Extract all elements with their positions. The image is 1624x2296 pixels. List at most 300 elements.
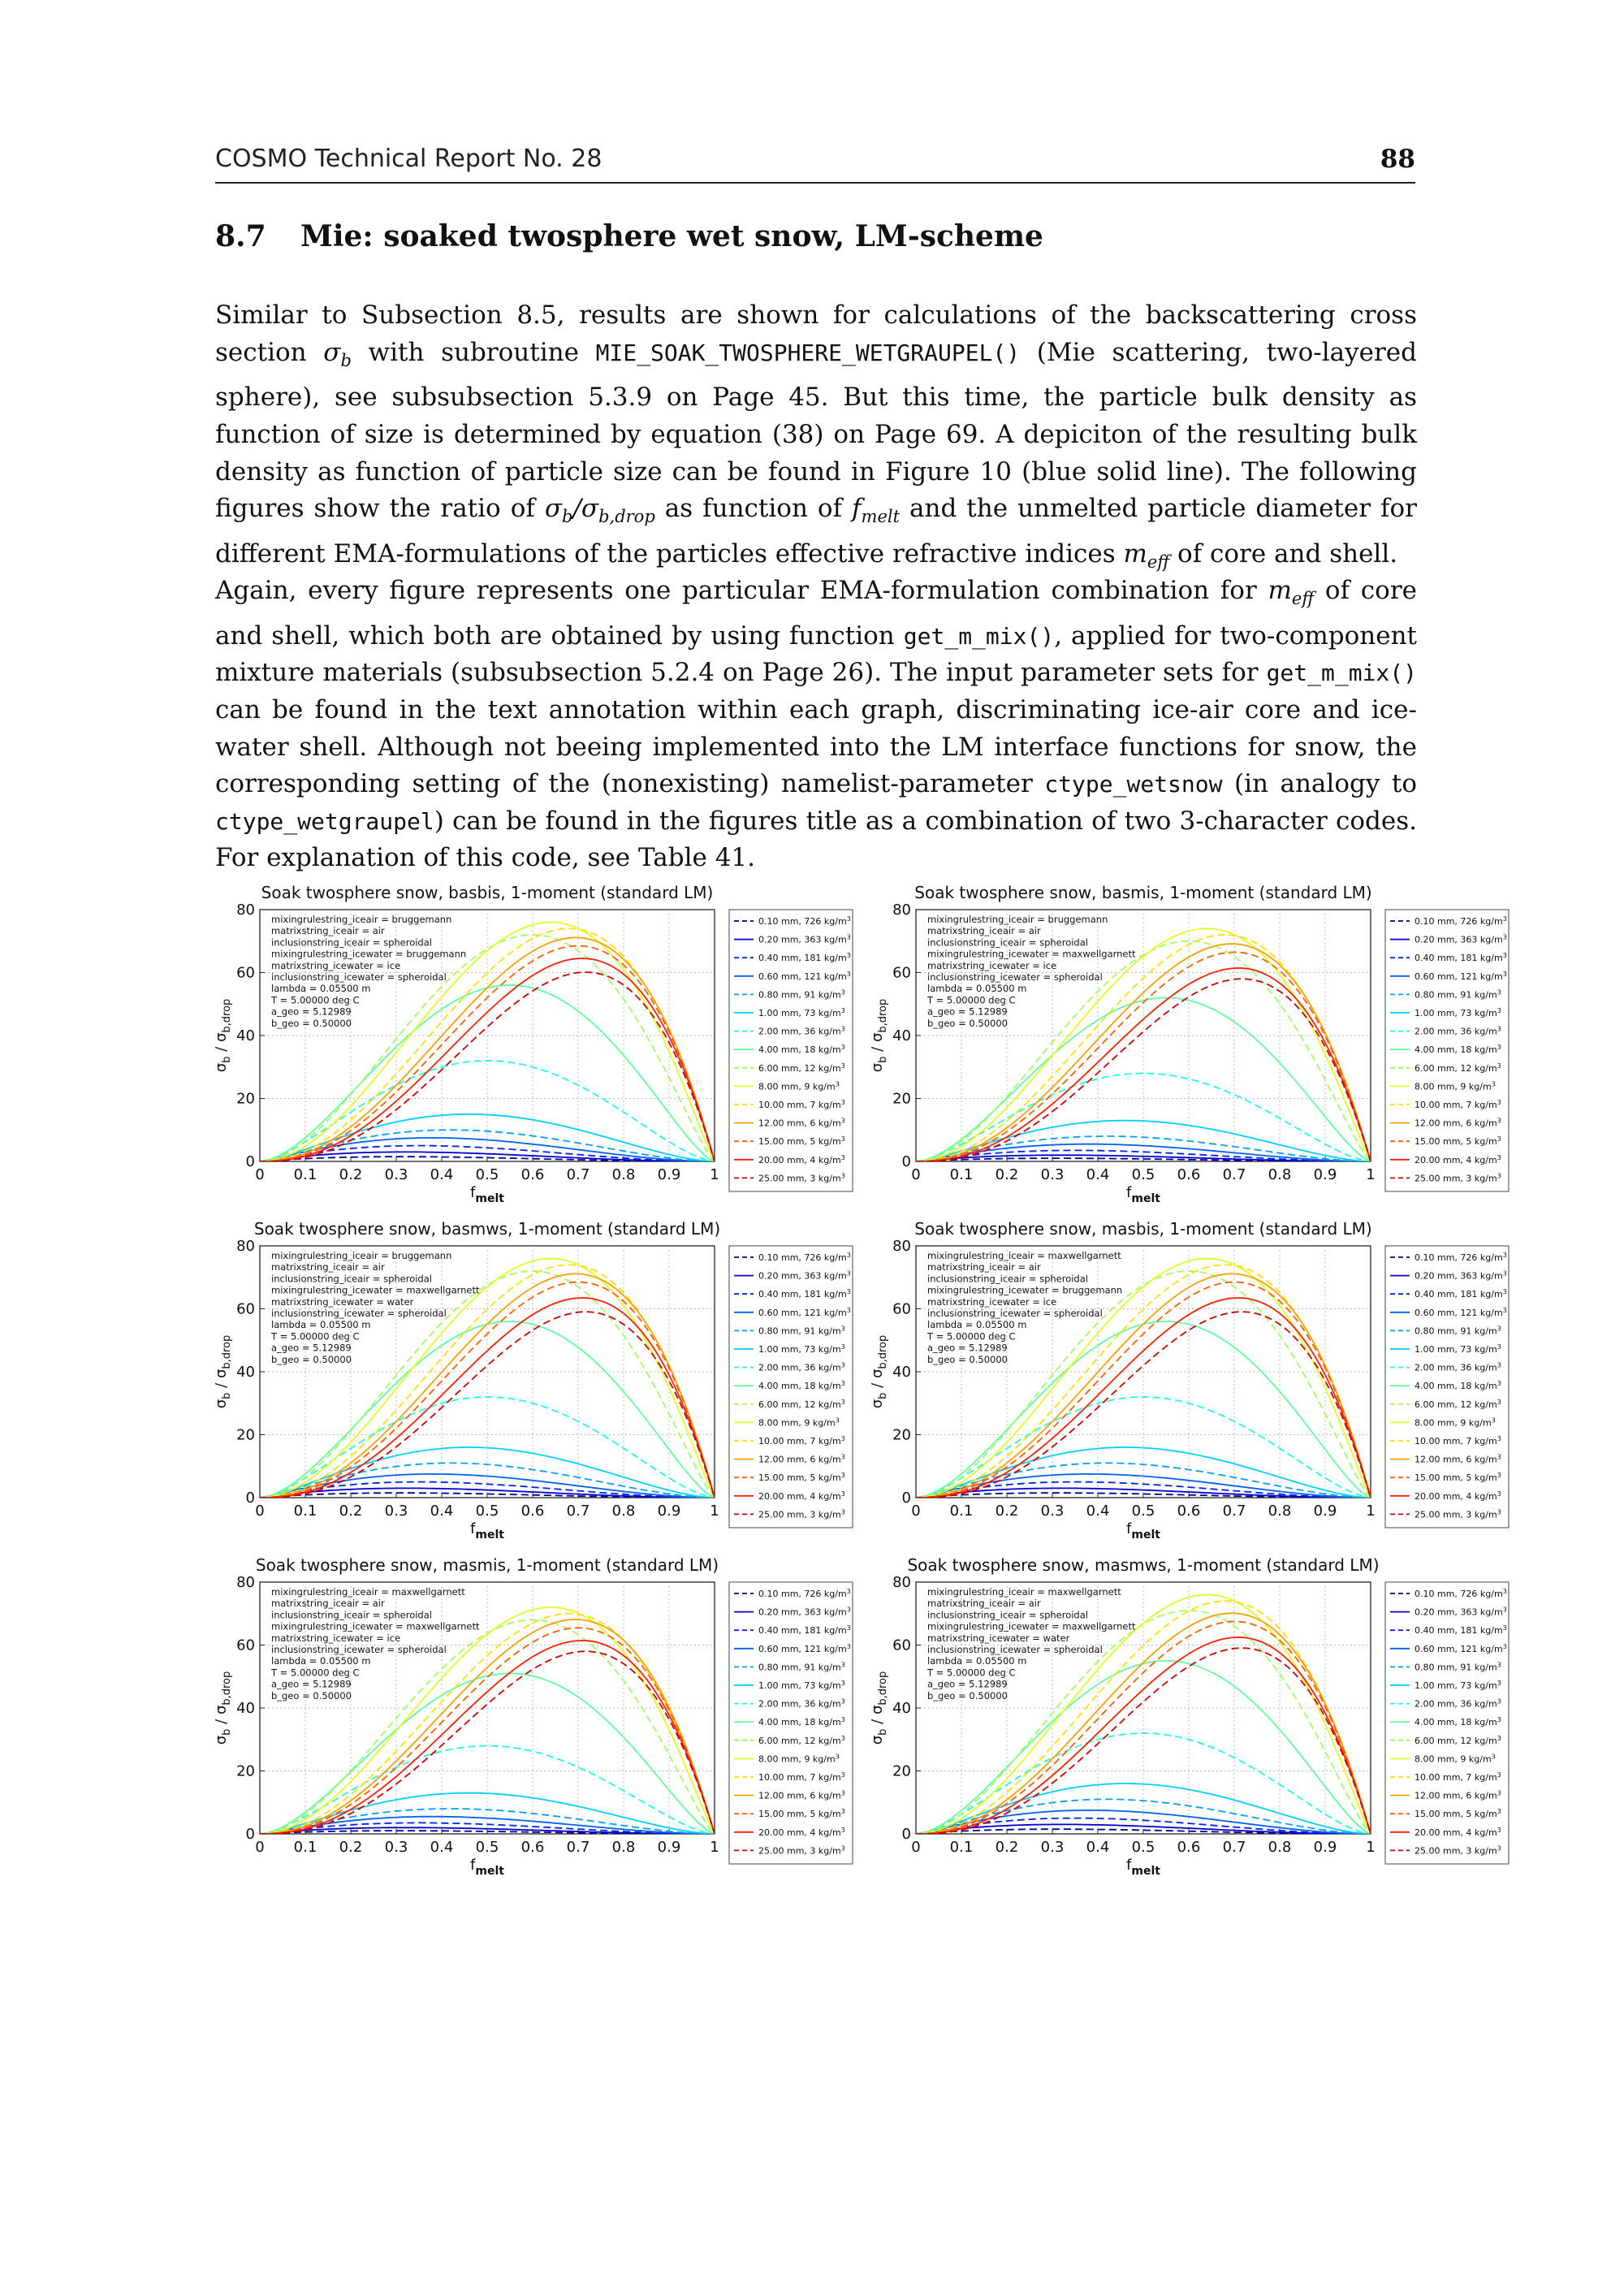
section-title-text: Mie: soaked twosphere wet snow, LM-scheme bbox=[300, 219, 1043, 253]
x-tick-label: 0.2 bbox=[995, 1166, 1019, 1183]
legend-label: 0.40 mm, 181 $kg/m^3$ bbox=[1415, 952, 1507, 964]
annotation-line: matrixstring_icewater = ice bbox=[927, 1295, 1057, 1308]
annotation-line: mixingrulestring_icewater = maxwellgarnett bbox=[271, 1284, 480, 1296]
x-tick-label: 0 bbox=[255, 1503, 265, 1520]
legend-label: 6.00 mm, 12 $kg/m^3$ bbox=[1415, 1398, 1501, 1410]
annotation-line: b_geo = 0.50000 bbox=[271, 1689, 352, 1701]
legend-label: 0.80 mm, 91 $kg/m^3$ bbox=[758, 988, 845, 1001]
chart-panel bbox=[869, 883, 1509, 1205]
y-tick-label: 20 bbox=[892, 1090, 911, 1108]
annotation-line: inclusionstring_icewater = spheroidal bbox=[927, 1644, 1103, 1655]
x-tick-label: 0.3 bbox=[384, 1166, 408, 1183]
x-tick-label: 0.2 bbox=[339, 1166, 363, 1183]
legend-label: 6.00 mm, 12 $kg/m^3$ bbox=[758, 1398, 845, 1410]
legend-label: 20.00 mm, 4 $kg/m^3$ bbox=[758, 1153, 845, 1165]
annotation-line: inclusionstring_iceair = spheroidal bbox=[271, 936, 432, 949]
chart-panel bbox=[213, 1219, 853, 1541]
legend-label: 20.00 mm, 4 $kg/m^3$ bbox=[1415, 1153, 1501, 1165]
x-tick-label: 0.7 bbox=[1222, 1839, 1246, 1856]
legend-label: 0.40 mm, 181 $kg/m^3$ bbox=[758, 1288, 851, 1300]
chart-title: Soak twosphere snow, basmis, 1-moment (standard LM) bbox=[914, 883, 1372, 902]
annotation-line: matrixstring_icewater = ice bbox=[927, 959, 1057, 971]
annotation-line: mixingrulestring_iceair = maxwellgarnett bbox=[927, 1586, 1121, 1598]
legend-label: 0.80 mm, 91 $kg/m^3$ bbox=[758, 1661, 845, 1673]
y-tick-label: 20 bbox=[236, 1762, 255, 1780]
x-tick-label: 0.9 bbox=[657, 1503, 681, 1520]
chart-title: Soak twosphere snow, masmws, 1-moment (standard LM) bbox=[907, 1555, 1380, 1575]
legend-label: 15.00 mm, 5 $kg/m^3$ bbox=[758, 1135, 845, 1148]
annotation-line: lambda = 0.05500 m bbox=[927, 983, 1027, 995]
x-tick-label: 0.5 bbox=[1131, 1503, 1155, 1520]
text-run: (Mie scattering, two-layered sphere), see subsubsection 5.3.9 on Page 45. But this time, the particle bulk density as function of size is determined by equation (38) on Page 69. A depiciton of the resulting bulk density as function of particle size can be found in Figure 10 (blue solid line). The following figures show the ratio of bbox=[215, 337, 1417, 524]
chart-title: Soak twosphere snow, basmws, 1-moment (standard LM) bbox=[253, 1219, 721, 1239]
legend-label: 2.00 mm, 36 $kg/m^3$ bbox=[1415, 1025, 1501, 1037]
legend-label: 1.00 mm, 73 $kg/m^3$ bbox=[758, 1343, 845, 1355]
legend-label: 10.00 mm, 7 $kg/m^3$ bbox=[1415, 1099, 1501, 1110]
legend-label: 0.80 mm, 91 $kg/m^3$ bbox=[1415, 988, 1501, 1001]
legend-label: 15.00 mm, 5 $kg/m^3$ bbox=[1415, 1808, 1501, 1820]
legend-label: 2.00 mm, 36 $kg/m^3$ bbox=[1415, 1361, 1501, 1373]
legend-label: 8.00 mm, 9 $kg/m^3$ bbox=[1415, 1416, 1496, 1429]
x-tick-label: 0.7 bbox=[566, 1503, 590, 1520]
legend-label: 10.00 mm, 7 $kg/m^3$ bbox=[758, 1435, 845, 1446]
y-tick-label: 0 bbox=[901, 1490, 911, 1507]
text-run: as function of bbox=[654, 494, 853, 524]
text-run: (in analogy to bbox=[1222, 769, 1417, 799]
math-fmelt: $f_{melt}$ bbox=[852, 494, 901, 527]
chart-panel bbox=[869, 1555, 1509, 1878]
legend-label: 0.60 mm, 121 $kg/m^3$ bbox=[1415, 1306, 1507, 1318]
x-axis-label: $f_{melt}$ bbox=[470, 1520, 504, 1541]
x-tick-label: 0.5 bbox=[475, 1839, 499, 1856]
x-tick-label: 0.7 bbox=[566, 1839, 590, 1856]
section-number: 8.7 bbox=[215, 219, 266, 253]
report-title: COSMO Technical Report No. 28 bbox=[215, 145, 603, 173]
paragraph-2 bbox=[215, 573, 1417, 877]
x-tick-label: 0.1 bbox=[949, 1503, 974, 1520]
x-axis-label: $f_{melt}$ bbox=[470, 1184, 504, 1205]
legend-label: 0.10 mm, 726 $kg/m^3$ bbox=[758, 1252, 851, 1263]
annotation-line: lambda = 0.05500 m bbox=[271, 1655, 371, 1667]
legend-label: 1.00 mm, 73 $kg/m^3$ bbox=[1415, 1007, 1501, 1018]
figure-grid bbox=[203, 879, 1535, 1918]
x-tick-label: 0.8 bbox=[1268, 1839, 1292, 1856]
annotation-line: T = 5.00000 deg C bbox=[271, 994, 360, 1006]
math-meff: $m_{eff}$ bbox=[1268, 576, 1315, 609]
text-run: of core and shell. bbox=[1169, 538, 1398, 569]
legend-label: 15.00 mm, 5 $kg/m^3$ bbox=[1415, 1135, 1501, 1148]
legend-label: 1.00 mm, 73 $kg/m^3$ bbox=[1415, 1343, 1501, 1355]
x-tick-label: 0.5 bbox=[475, 1166, 499, 1183]
legend-label: 0.10 mm, 726 $kg/m^3$ bbox=[1415, 1588, 1507, 1599]
legend-label: 4.00 mm, 18 $kg/m^3$ bbox=[758, 1716, 845, 1728]
annotation-line: lambda = 0.05500 m bbox=[271, 1319, 371, 1331]
annotation-line: T = 5.00000 deg C bbox=[927, 994, 1016, 1006]
legend-label: 1.00 mm, 73 $kg/m^3$ bbox=[758, 1007, 845, 1018]
annotation-line: matrixstring_iceair = air bbox=[927, 1261, 1041, 1273]
legend-label: 0.20 mm, 363 $kg/m^3$ bbox=[1415, 1606, 1507, 1618]
y-tick-label: 40 bbox=[892, 1027, 911, 1044]
legend-label: 6.00 mm, 12 $kg/m^3$ bbox=[1415, 1734, 1501, 1746]
legend-label: 6.00 mm, 12 $kg/m^3$ bbox=[1415, 1062, 1501, 1074]
legend-label: 0.20 mm, 363 $kg/m^3$ bbox=[758, 933, 851, 945]
namelist-parameter: ctype_wetsnow bbox=[1044, 771, 1223, 798]
x-tick-label: 0.9 bbox=[657, 1166, 681, 1183]
legend-label: 20.00 mm, 4 $kg/m^3$ bbox=[1415, 1490, 1501, 1502]
y-tick-label: 0 bbox=[245, 1490, 255, 1507]
annotation-line: lambda = 0.05500 m bbox=[927, 1655, 1027, 1667]
legend-label: 1.00 mm, 73 $kg/m^3$ bbox=[1415, 1680, 1501, 1691]
x-axis-label: $f_{melt}$ bbox=[1126, 1184, 1160, 1205]
annotation-line: matrixstring_iceair = air bbox=[271, 1598, 385, 1610]
annotation-line: inclusionstring_icewater = spheroidal bbox=[271, 1308, 447, 1319]
x-tick-label: 0.2 bbox=[339, 1503, 363, 1520]
annotation-line: mixingrulestring_icewater = bruggemann bbox=[271, 948, 467, 960]
x-axis-label: $f_{melt}$ bbox=[470, 1857, 504, 1878]
y-tick-label: 0 bbox=[901, 1826, 911, 1843]
y-tick-label: 20 bbox=[236, 1090, 255, 1108]
legend-label: 8.00 mm, 9 $kg/m^3$ bbox=[758, 1080, 840, 1092]
legend-label: 0.80 mm, 91 $kg/m^3$ bbox=[1415, 1325, 1501, 1337]
section-heading bbox=[215, 219, 1043, 253]
x-tick-label: 0.8 bbox=[611, 1503, 636, 1520]
legend-label: 2.00 mm, 36 $kg/m^3$ bbox=[758, 1025, 845, 1037]
y-tick-label: 40 bbox=[892, 1700, 911, 1717]
x-tick-label: 0.9 bbox=[1313, 1839, 1337, 1856]
annotation-line: b_geo = 0.50000 bbox=[271, 1017, 352, 1029]
legend-label: 8.00 mm, 9 $kg/m^3$ bbox=[1415, 1080, 1496, 1092]
annotation-line: a_geo = 5.12989 bbox=[271, 1678, 352, 1690]
annotation-line: b_geo = 0.50000 bbox=[271, 1353, 352, 1365]
x-tick-label: 0.4 bbox=[430, 1839, 454, 1856]
annotation-line: matrixstring_icewater = ice bbox=[271, 1632, 401, 1644]
x-tick-label: 0.3 bbox=[1040, 1166, 1065, 1183]
legend-label: 0.40 mm, 181 $kg/m^3$ bbox=[1415, 1624, 1507, 1637]
annotation-line: T = 5.00000 deg C bbox=[927, 1330, 1016, 1343]
x-tick-label: 1 bbox=[710, 1166, 719, 1183]
legend-label: 0.10 mm, 726 $kg/m^3$ bbox=[758, 1588, 851, 1599]
legend-label: 20.00 mm, 4 $kg/m^3$ bbox=[758, 1490, 845, 1502]
legend-label: 10.00 mm, 7 $kg/m^3$ bbox=[758, 1099, 845, 1110]
annotation-line: T = 5.00000 deg C bbox=[271, 1330, 360, 1343]
y-tick-label: 60 bbox=[892, 1300, 911, 1318]
x-tick-label: 0.5 bbox=[475, 1503, 499, 1520]
x-tick-label: 0.4 bbox=[430, 1166, 454, 1183]
y-axis-label: $\sigma_b / \sigma_{b,drop}$ bbox=[213, 1334, 233, 1409]
annotation-line: matrixstring_iceair = air bbox=[927, 1598, 1041, 1610]
legend-label: 12.00 mm, 6 $kg/m^3$ bbox=[758, 1453, 845, 1465]
page-number: 88 bbox=[1380, 145, 1415, 174]
legend-label: 25.00 mm, 3 $kg/m^3$ bbox=[758, 1508, 845, 1520]
annotation-line: T = 5.00000 deg C bbox=[271, 1667, 360, 1679]
y-tick-label: 40 bbox=[236, 1364, 255, 1381]
x-tick-label: 1 bbox=[710, 1839, 719, 1856]
x-tick-label: 0.4 bbox=[1086, 1503, 1110, 1520]
annotation-line: matrixstring_iceair = air bbox=[271, 925, 385, 937]
legend-label: 4.00 mm, 18 $kg/m^3$ bbox=[758, 1380, 845, 1392]
x-tick-label: 0.6 bbox=[1177, 1503, 1201, 1520]
x-tick-label: 0.5 bbox=[1131, 1166, 1155, 1183]
running-header bbox=[215, 145, 1415, 184]
chart-title: Soak twosphere snow, masbis, 1-moment (standard LM) bbox=[914, 1219, 1372, 1239]
annotation-line: a_geo = 5.12989 bbox=[927, 1342, 1008, 1354]
legend-label: 0.40 mm, 181 $kg/m^3$ bbox=[758, 952, 851, 964]
legend-label: 15.00 mm, 5 $kg/m^3$ bbox=[758, 1808, 845, 1820]
x-tick-label: 0.8 bbox=[611, 1839, 636, 1856]
annotation-line: matrixstring_iceair = air bbox=[271, 1261, 385, 1273]
legend-label: 0.20 mm, 363 $kg/m^3$ bbox=[758, 1606, 851, 1618]
x-tick-label: 0.3 bbox=[1040, 1503, 1065, 1520]
annotation-line: mixingrulestring_icewater = maxwellgarnett bbox=[927, 1620, 1136, 1632]
y-tick-label: 0 bbox=[901, 1153, 911, 1170]
y-tick-label: 80 bbox=[892, 1238, 911, 1255]
x-axis-label: $f_{melt}$ bbox=[1126, 1520, 1160, 1541]
x-tick-label: 0.6 bbox=[520, 1839, 545, 1856]
text-run: of core and shell, which both are obtained by using function bbox=[215, 576, 1417, 651]
y-tick-label: 80 bbox=[236, 902, 255, 919]
legend-label: 4.00 mm, 18 $kg/m^3$ bbox=[1415, 1380, 1501, 1392]
legend-label: 20.00 mm, 4 $kg/m^3$ bbox=[758, 1826, 845, 1838]
legend-label: 12.00 mm, 6 $kg/m^3$ bbox=[758, 1789, 845, 1801]
y-tick-label: 60 bbox=[236, 1637, 255, 1654]
legend-label: 0.20 mm, 363 $kg/m^3$ bbox=[1415, 933, 1507, 945]
legend-label: 2.00 mm, 36 $kg/m^3$ bbox=[1415, 1697, 1501, 1710]
legend-label: 0.80 mm, 91 $kg/m^3$ bbox=[1415, 1661, 1501, 1673]
x-tick-label: 0.8 bbox=[1268, 1166, 1292, 1183]
x-tick-label: 0.4 bbox=[1086, 1166, 1110, 1183]
x-tick-label: 0.5 bbox=[1131, 1839, 1155, 1856]
x-tick-label: 0.1 bbox=[949, 1166, 974, 1183]
y-tick-label: 0 bbox=[245, 1826, 255, 1843]
legend-label: 25.00 mm, 3 $kg/m^3$ bbox=[1415, 1844, 1501, 1857]
legend-label: 25.00 mm, 3 $kg/m^3$ bbox=[1415, 1508, 1501, 1520]
x-tick-label: 0.8 bbox=[611, 1166, 636, 1183]
legend-label: 0.10 mm, 726 $kg/m^3$ bbox=[1415, 915, 1507, 927]
y-tick-label: 80 bbox=[892, 1574, 911, 1591]
legend-label: 12.00 mm, 6 $kg/m^3$ bbox=[1415, 1453, 1501, 1465]
legend-label: 8.00 mm, 9 $kg/m^3$ bbox=[758, 1416, 840, 1429]
annotation-line: b_geo = 0.50000 bbox=[927, 1353, 1008, 1365]
annotation-line: matrixstring_icewater = water bbox=[927, 1632, 1070, 1644]
annotation-line: b_geo = 0.50000 bbox=[927, 1017, 1008, 1029]
legend-label: 25.00 mm, 3 $kg/m^3$ bbox=[1415, 1172, 1501, 1184]
x-tick-label: 0.7 bbox=[1222, 1503, 1246, 1520]
y-tick-label: 60 bbox=[236, 964, 255, 982]
annotation-line: mixingrulestring_iceair = bruggemann bbox=[927, 914, 1108, 925]
legend-label: 0.60 mm, 121 $kg/m^3$ bbox=[758, 970, 851, 982]
legend-label: 0.60 mm, 121 $kg/m^3$ bbox=[758, 1306, 851, 1318]
annotation-line: matrixstring_icewater = ice bbox=[271, 959, 401, 971]
text-run: Similar to Subsection 8.5, results are shown for calculations of the backscattering cross section bbox=[215, 301, 1417, 367]
legend-label: 4.00 mm, 18 $kg/m^3$ bbox=[1415, 1044, 1501, 1056]
chart-panel bbox=[213, 883, 853, 1205]
legend-label: 0.40 mm, 181 $kg/m^3$ bbox=[1415, 1288, 1507, 1300]
legend-label: 0.10 mm, 726 $kg/m^3$ bbox=[758, 915, 851, 927]
x-tick-label: 0 bbox=[255, 1166, 265, 1183]
y-axis-label: $\sigma_b / \sigma_{b,drop}$ bbox=[213, 1671, 233, 1745]
y-tick-label: 60 bbox=[236, 1300, 255, 1318]
legend-label: 15.00 mm, 5 $kg/m^3$ bbox=[1415, 1472, 1501, 1484]
x-tick-label: 0.7 bbox=[566, 1166, 590, 1183]
annotation-line: inclusionstring_icewater = spheroidal bbox=[271, 971, 447, 983]
x-tick-label: 0.1 bbox=[293, 1503, 317, 1520]
legend-label: 0.10 mm, 726 $kg/m^3$ bbox=[1415, 1252, 1507, 1263]
annotation-line: mixingrulestring_iceair = bruggemann bbox=[271, 1250, 452, 1261]
chart-title: Soak twosphere snow, basbis, 1-moment (standard LM) bbox=[261, 883, 714, 902]
annotation-line: inclusionstring_iceair = spheroidal bbox=[927, 936, 1088, 949]
legend-label: 12.00 mm, 6 $kg/m^3$ bbox=[758, 1117, 845, 1129]
legend-label: 0.20 mm, 363 $kg/m^3$ bbox=[1415, 1269, 1507, 1282]
x-tick-label: 1 bbox=[1366, 1166, 1376, 1183]
x-tick-label: 0.6 bbox=[520, 1503, 545, 1520]
text-run: and the unmelted particle diameter for different EMA-formulations of the particles effective refractive indices bbox=[215, 494, 1417, 569]
legend-label: 4.00 mm, 18 $kg/m^3$ bbox=[1415, 1716, 1501, 1728]
x-tick-label: 0 bbox=[255, 1839, 265, 1856]
legend-label: 0.60 mm, 121 $kg/m^3$ bbox=[1415, 970, 1507, 982]
legend-label: 8.00 mm, 9 $kg/m^3$ bbox=[1415, 1753, 1496, 1765]
x-tick-label: 0.9 bbox=[1313, 1166, 1337, 1183]
legend-label: 0.80 mm, 91 $kg/m^3$ bbox=[758, 1325, 845, 1337]
x-tick-label: 0 bbox=[911, 1503, 921, 1520]
x-tick-label: 1 bbox=[710, 1503, 719, 1520]
annotation-line: mixingrulestring_iceair = maxwellgarnett bbox=[271, 1586, 465, 1598]
x-tick-label: 0 bbox=[911, 1839, 921, 1856]
legend-label: 8.00 mm, 9 $kg/m^3$ bbox=[758, 1753, 840, 1765]
namelist-parameter: ctype_wetgraupel bbox=[215, 807, 434, 835]
math-sigma-b: $\sigma_b$ bbox=[323, 337, 352, 370]
text-run: Again, every figure represents one particular EMA-formulation combination for bbox=[215, 576, 1268, 605]
legend-label: 0.60 mm, 121 $kg/m^3$ bbox=[1415, 1642, 1507, 1654]
routine-name: MIE_SOAK_TWOSPHERE_WETGRAUPEL() bbox=[595, 339, 1021, 366]
legend-label: 10.00 mm, 7 $kg/m^3$ bbox=[758, 1771, 845, 1783]
x-tick-label: 0.3 bbox=[384, 1503, 408, 1520]
annotation-line: lambda = 0.05500 m bbox=[271, 983, 371, 995]
annotation-line: mixingrulestring_iceair = maxwellgarnett bbox=[927, 1250, 1121, 1261]
annotation-line: inclusionstring_iceair = spheroidal bbox=[927, 1609, 1088, 1621]
x-tick-label: 0.2 bbox=[995, 1839, 1019, 1856]
text-run: with subroutine bbox=[351, 337, 596, 367]
legend-label: 2.00 mm, 36 $kg/m^3$ bbox=[758, 1361, 845, 1373]
y-axis-label: $\sigma_b / \sigma_{b,drop}$ bbox=[869, 1334, 889, 1409]
annotation-line: matrixstring_iceair = air bbox=[927, 925, 1041, 937]
legend-label: 15.00 mm, 5 $kg/m^3$ bbox=[758, 1472, 845, 1484]
text-run: , applied for two-component mixture materials (subsubsection 5.2.4 on Page 26). The input parameter sets for bbox=[215, 620, 1417, 688]
y-tick-label: 0 bbox=[245, 1153, 255, 1170]
text-run: can be found in the text annotation within each graph, discriminating ice-air core and ice-water shell. Although not beeing implemented into the LM interface functions for snow, the corresponding setting of the (nonexisting) namelist-parameter bbox=[215, 694, 1417, 799]
y-tick-label: 20 bbox=[236, 1426, 255, 1444]
x-tick-label: 1 bbox=[1366, 1839, 1376, 1856]
legend-label: 0.20 mm, 363 $kg/m^3$ bbox=[758, 1269, 851, 1282]
annotation-line: inclusionstring_icewater = spheroidal bbox=[927, 971, 1103, 983]
y-axis-label: $\sigma_b / \sigma_{b,drop}$ bbox=[869, 998, 889, 1073]
y-tick-label: 80 bbox=[892, 902, 911, 919]
y-tick-label: 80 bbox=[236, 1238, 255, 1255]
x-tick-label: 0.3 bbox=[384, 1839, 408, 1856]
x-tick-label: 0.1 bbox=[949, 1839, 974, 1856]
x-tick-label: 0.2 bbox=[339, 1839, 363, 1856]
y-tick-label: 20 bbox=[892, 1762, 911, 1780]
legend-label: 12.00 mm, 6 $kg/m^3$ bbox=[1415, 1117, 1501, 1129]
y-tick-label: 40 bbox=[236, 1027, 255, 1044]
legend-label: 12.00 mm, 6 $kg/m^3$ bbox=[1415, 1789, 1501, 1801]
x-tick-label: 0.2 bbox=[995, 1503, 1019, 1520]
y-tick-label: 40 bbox=[236, 1700, 255, 1717]
annotation-line: mixingrulestring_icewater = maxwellgarnett bbox=[271, 1620, 480, 1632]
annotation-line: mixingrulestring_icewater = maxwellgarnett bbox=[927, 948, 1136, 960]
annotation-line: inclusionstring_icewater = spheroidal bbox=[271, 1644, 447, 1655]
legend-label: 6.00 mm, 12 $kg/m^3$ bbox=[758, 1062, 845, 1074]
y-tick-label: 60 bbox=[892, 1637, 911, 1654]
legend-label: 25.00 mm, 3 $kg/m^3$ bbox=[758, 1172, 845, 1184]
y-tick-label: 20 bbox=[892, 1426, 911, 1444]
annotation-line: a_geo = 5.12989 bbox=[271, 1342, 352, 1354]
function-name: get_m_mix() bbox=[903, 622, 1055, 650]
x-tick-label: 0.7 bbox=[1222, 1166, 1246, 1183]
math-meff: $m_{eff}$ bbox=[1123, 538, 1170, 573]
x-axis-label: $f_{melt}$ bbox=[1126, 1857, 1160, 1878]
annotation-line: inclusionstring_iceair = spheroidal bbox=[271, 1609, 432, 1621]
annotation-line: a_geo = 5.12989 bbox=[927, 1005, 1008, 1018]
annotation-line: inclusionstring_iceair = spheroidal bbox=[927, 1273, 1088, 1285]
annotation-line: a_geo = 5.12989 bbox=[271, 1005, 352, 1018]
x-tick-label: 0.9 bbox=[1313, 1503, 1337, 1520]
x-tick-label: 0.1 bbox=[293, 1839, 317, 1856]
annotation-line: inclusionstring_iceair = spheroidal bbox=[271, 1273, 432, 1285]
x-tick-label: 1 bbox=[1366, 1503, 1376, 1520]
legend-label: 2.00 mm, 36 $kg/m^3$ bbox=[758, 1697, 845, 1710]
legend-label: 10.00 mm, 7 $kg/m^3$ bbox=[1415, 1771, 1501, 1783]
annotation-line: matrixstring_icewater = water bbox=[271, 1295, 414, 1308]
legend-label: 6.00 mm, 12 $kg/m^3$ bbox=[758, 1734, 845, 1746]
x-tick-label: 0.4 bbox=[1086, 1839, 1110, 1856]
y-tick-label: 40 bbox=[892, 1364, 911, 1381]
x-tick-label: 0.4 bbox=[430, 1503, 454, 1520]
legend-label: 1.00 mm, 73 $kg/m^3$ bbox=[758, 1680, 845, 1691]
annotation-line: a_geo = 5.12989 bbox=[927, 1678, 1008, 1690]
legend-label: 20.00 mm, 4 $kg/m^3$ bbox=[1415, 1826, 1501, 1838]
chart-panel bbox=[869, 1219, 1509, 1541]
chart-panel bbox=[213, 1555, 853, 1878]
x-tick-label: 0.9 bbox=[657, 1839, 681, 1856]
x-tick-label: 0.6 bbox=[1177, 1839, 1201, 1856]
y-tick-label: 80 bbox=[236, 1574, 255, 1591]
annotation-line: T = 5.00000 deg C bbox=[927, 1667, 1016, 1679]
paragraph-1 bbox=[215, 297, 1417, 582]
legend-label: 4.00 mm, 18 $kg/m^3$ bbox=[758, 1044, 845, 1056]
x-tick-label: 0.8 bbox=[1268, 1503, 1292, 1520]
annotation-line: lambda = 0.05500 m bbox=[927, 1319, 1027, 1331]
annotation-line: mixingrulestring_iceair = bruggemann bbox=[271, 914, 452, 925]
math-ratio: $\sigma_b/\sigma_{b,drop}$ bbox=[544, 494, 655, 527]
x-tick-label: 0.1 bbox=[293, 1166, 317, 1183]
x-tick-label: 0.3 bbox=[1040, 1839, 1065, 1856]
legend-label: 10.00 mm, 7 $kg/m^3$ bbox=[1415, 1435, 1501, 1446]
legend-label: 0.40 mm, 181 $kg/m^3$ bbox=[758, 1624, 851, 1637]
legend-label: 0.60 mm, 121 $kg/m^3$ bbox=[758, 1642, 851, 1654]
annotation-line: b_geo = 0.50000 bbox=[927, 1689, 1008, 1701]
function-name: get_m_mix() bbox=[1266, 659, 1417, 687]
y-tick-label: 60 bbox=[892, 964, 911, 982]
y-axis-label: $\sigma_b / \sigma_{b,drop}$ bbox=[213, 998, 233, 1073]
annotation-line: inclusionstring_icewater = spheroidal bbox=[927, 1308, 1103, 1319]
legend-label: 25.00 mm, 3 $kg/m^3$ bbox=[758, 1844, 845, 1857]
x-tick-label: 0.6 bbox=[1177, 1166, 1201, 1183]
annotation-line: mixingrulestring_icewater = bruggemann bbox=[927, 1284, 1123, 1296]
y-axis-label: $\sigma_b / \sigma_{b,drop}$ bbox=[869, 1671, 889, 1745]
x-tick-label: 0.6 bbox=[520, 1166, 545, 1183]
x-tick-label: 0 bbox=[911, 1166, 921, 1183]
chart-title: Soak twosphere snow, masmis, 1-moment (standard LM) bbox=[255, 1555, 719, 1575]
